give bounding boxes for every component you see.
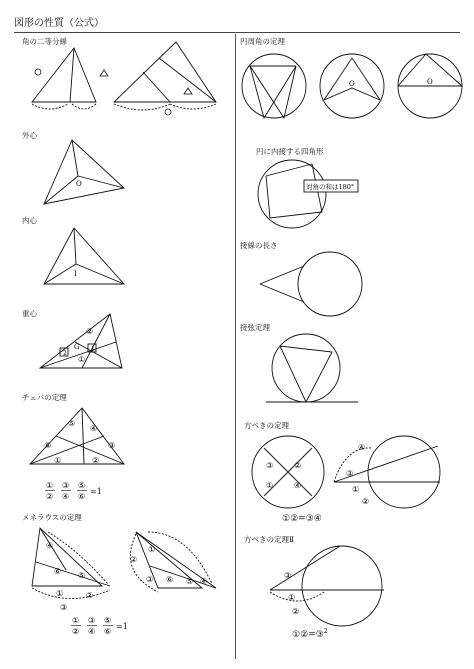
svg-text:①: ① <box>46 481 54 490</box>
svg-text:①: ① <box>78 355 86 364</box>
section-centroid: 重心 <box>22 309 37 318</box>
svg-text:②: ② <box>46 492 54 501</box>
menelaus-formula <box>70 615 150 637</box>
svg-text:②: ② <box>92 456 100 465</box>
svg-text:⑤: ⑤ <box>186 577 194 586</box>
svg-text:=1: =1 <box>90 487 102 496</box>
svg-text:⑥: ⑥ <box>104 627 112 636</box>
svg-text:①: ① <box>72 616 80 625</box>
svg-text:②: ② <box>292 607 300 616</box>
svg-text:③: ③ <box>88 616 96 625</box>
section-angle-bisector: 角の二等分線 <box>22 37 67 46</box>
menelaus-figure <box>18 522 228 614</box>
svg-text:②: ② <box>86 591 94 600</box>
power-point-formula: ①②=③④ <box>282 514 322 524</box>
svg-text:③: ③ <box>62 481 70 490</box>
svg-text:O: O <box>349 80 355 88</box>
section-circumcenter: 外心 <box>22 131 37 140</box>
svg-text:⑤: ⑤ <box>104 616 112 625</box>
section-menelaus: メネラウスの定理 <box>22 513 82 522</box>
circumcenter-figure <box>30 136 140 216</box>
svg-text:④: ④ <box>88 627 96 636</box>
angle-bisector-figure <box>18 40 218 125</box>
svg-text:①: ① <box>352 485 360 494</box>
svg-text:=1: =1 <box>116 622 128 631</box>
title-rule <box>14 32 460 33</box>
power-point-figure <box>246 432 466 512</box>
svg-text:①: ① <box>288 593 296 602</box>
svg-text:⑥: ⑥ <box>78 492 86 501</box>
svg-text:④: ④ <box>90 424 98 433</box>
svg-text:①: ① <box>56 589 64 598</box>
cyclic-note: 対角の和は180° <box>306 183 355 191</box>
svg-text:①: ① <box>148 545 156 554</box>
svg-text:2: 2 <box>63 350 67 357</box>
incenter-figure <box>30 224 140 294</box>
incenter-I: I <box>74 270 77 278</box>
svg-text:④: ④ <box>46 541 54 550</box>
svg-text:⑤: ⑤ <box>78 481 86 490</box>
svg-text:1: 1 <box>91 346 95 353</box>
column-divider <box>235 34 236 659</box>
svg-text:①: ① <box>54 456 62 465</box>
svg-text:③: ③ <box>108 441 116 450</box>
svg-text:②: ② <box>72 627 80 636</box>
svg-text:⑥: ⑥ <box>54 567 62 576</box>
svg-text:③: ③ <box>146 575 154 584</box>
section-incenter: 内心 <box>22 216 37 225</box>
section-tangent-chord: 接弦定理 <box>240 323 270 332</box>
section-inscribed-angle: 円周角の定理 <box>240 37 285 46</box>
svg-text:①: ① <box>266 481 274 490</box>
tangent-chord-figure <box>266 334 366 408</box>
svg-text:⑤: ⑤ <box>68 419 76 428</box>
svg-text:③: ③ <box>346 469 354 478</box>
centroid-G: G <box>74 343 80 351</box>
section-power-point-2: 方べきの定理Ⅱ <box>244 535 295 544</box>
svg-text:③: ③ <box>266 461 274 470</box>
svg-text:②: ② <box>362 497 370 506</box>
cyclic-quad-figure <box>252 156 355 234</box>
power-point-2-figure <box>258 546 398 628</box>
page-title: 図形の性質（公式） <box>14 18 104 29</box>
svg-text:②: ② <box>86 327 94 336</box>
circumcenter-O: O <box>76 180 82 188</box>
svg-text:③: ③ <box>284 571 292 580</box>
svg-text:⑤: ⑤ <box>78 571 86 580</box>
svg-text:②: ② <box>294 461 302 470</box>
section-tangent-length: 接線の長さ <box>240 241 278 250</box>
ceva-formula <box>44 480 114 502</box>
section-power-point: 方べきの定理 <box>244 421 289 430</box>
centroid-figure <box>30 312 140 374</box>
inscribed-angle-figure <box>238 48 468 128</box>
svg-text:O: O <box>427 78 433 86</box>
svg-text:④: ④ <box>200 577 208 586</box>
svg-text:④: ④ <box>358 443 366 452</box>
tangent-length-figure <box>250 250 370 320</box>
svg-text:②: ② <box>130 555 138 564</box>
svg-text:④: ④ <box>294 481 302 490</box>
section-cyclic-quad: 円に内接する四角形 <box>256 147 324 156</box>
svg-text:③: ③ <box>60 603 68 612</box>
svg-text:⑥: ⑥ <box>166 575 174 584</box>
svg-text:⑥: ⑥ <box>44 441 52 450</box>
power-point-2-formula: ①②=③$^2$ <box>292 628 328 640</box>
ceva-figure <box>24 404 134 472</box>
section-ceva: チェバの定理 <box>22 393 67 402</box>
svg-text:④: ④ <box>62 492 70 501</box>
